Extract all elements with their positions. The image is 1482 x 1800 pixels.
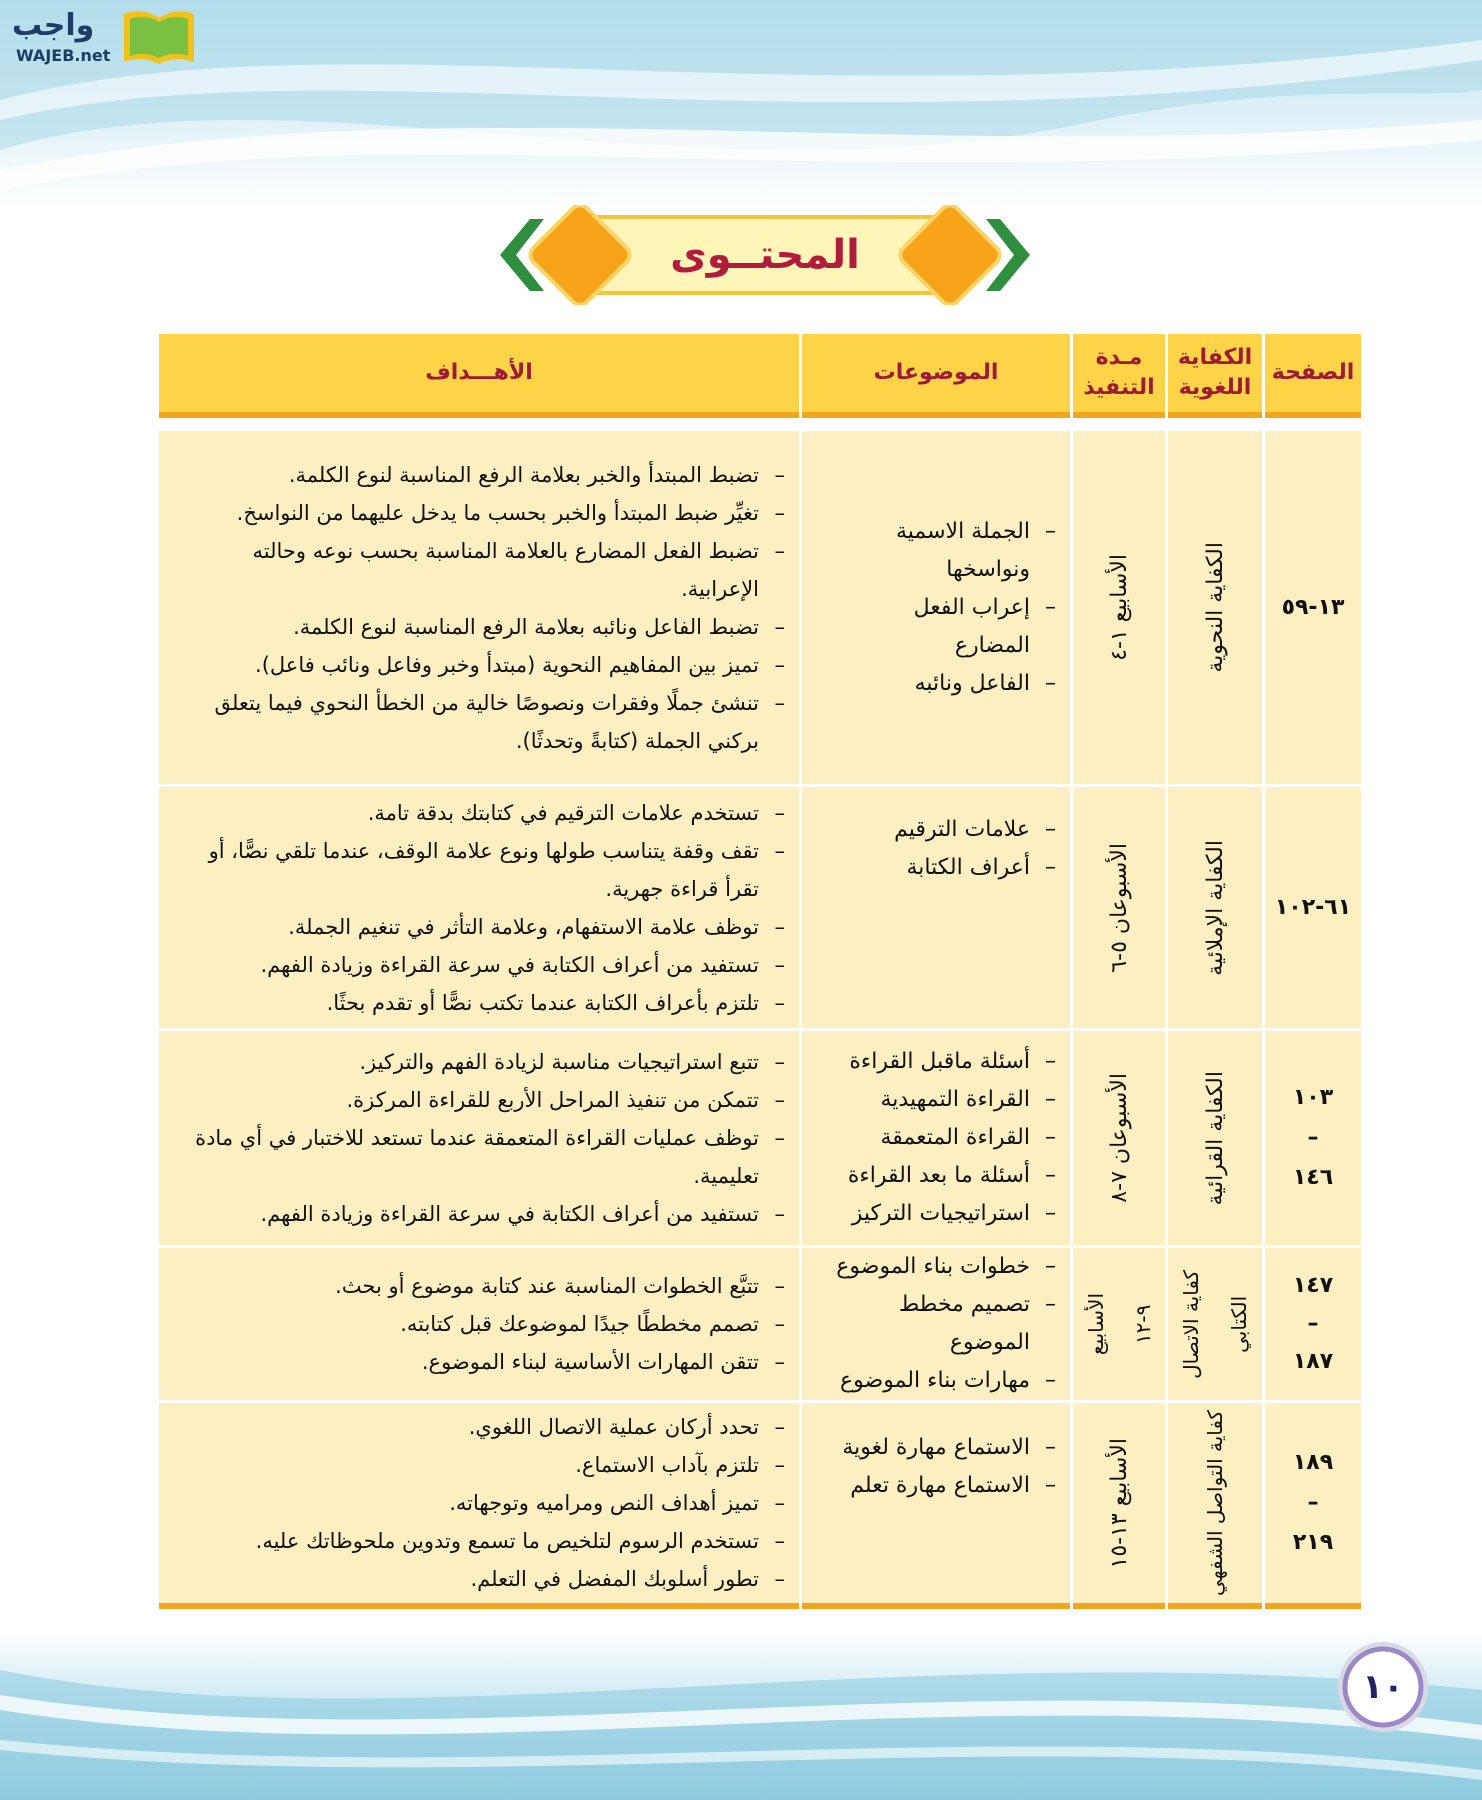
- topic-item: – أعراف الكتابة: [842, 849, 1056, 887]
- row-duration-line1: الأسابيع: [1083, 1292, 1108, 1356]
- row-competency-line1: كفاية الاتصال: [1179, 1269, 1203, 1379]
- topics-list: [802, 1429, 1070, 1505]
- row-competency: كفاية التواصل الشفهي: [1203, 1410, 1227, 1596]
- objective-item: – تستفيد من أعراف الكتابة في سرعة القراءة وزيادة الفهم.: [169, 1195, 785, 1233]
- topic-item: – تصميم مخطط الموضوع: [812, 1286, 1056, 1362]
- row-page-cell: [1265, 1031, 1361, 1248]
- header-topics: الموضوعات: [802, 334, 1070, 418]
- row-page-start: ١٨٩: [1292, 1450, 1334, 1475]
- row-topics-cell: [802, 1031, 1070, 1248]
- logo-name-ar: واجب: [12, 8, 95, 43]
- objectives-list: [159, 1043, 799, 1233]
- objective-item: – تستفيد من أعراف الكتابة في سرعة القراءة وزيادة الفهم.: [169, 946, 785, 984]
- row-page-separator: –: [1307, 1311, 1319, 1336]
- topic-item: – خطوات بناء الموضوع: [812, 1248, 1056, 1286]
- objective-item: – تميز بين المفاهيم النحوية (مبتدأ وخبر وفاعل ونائب فاعل).: [169, 646, 785, 684]
- row-competency-cell: [1168, 431, 1262, 787]
- row-objectives-cell: [159, 1031, 799, 1248]
- objective-item: – تطور أسلوبك المفضل في التعلم.: [169, 1560, 785, 1598]
- objective-item: – تضبط الفعل المضارع بالعلامة المناسبة بحسب نوعه وحالته الإعرابية.: [169, 532, 785, 608]
- row-objectives-cell: [159, 787, 799, 1031]
- bottom-wave-decoration: [0, 1630, 1482, 1800]
- table-row: [159, 1403, 1361, 1609]
- row-duration-cell: [1073, 787, 1165, 1031]
- topics-list: [802, 1248, 1070, 1400]
- table-row: [159, 1248, 1361, 1403]
- page-title: المحتــوى: [670, 232, 860, 278]
- objective-item: – تتبَّع الخطوات المناسبة عند كتابة موضوع أو بحث.: [169, 1267, 785, 1305]
- wajeb-logo: [12, 6, 192, 66]
- objective-item: – تحدد أركان عملية الاتصال اللغوي.: [169, 1408, 785, 1446]
- table-header-row: [159, 334, 1361, 418]
- row-page-cell: [1265, 1403, 1361, 1609]
- topics-list: [802, 1043, 1070, 1233]
- row-page-separator: –: [1307, 1125, 1319, 1150]
- topic-item: – مهارات بناء الموضوع: [812, 1362, 1056, 1400]
- header-objectives: الأهـــداف: [159, 334, 799, 418]
- row-duration: الأسابيع ١-٤: [1106, 554, 1132, 661]
- row-competency: الكفاية النحوية: [1202, 542, 1228, 673]
- table-row: [159, 787, 1361, 1031]
- objective-item: – تقف وقفة يتناسب طولها ونوع علامة الوقف، عندما تلقي نصًّا، أو تقرأ قراءة جهرية.: [169, 832, 785, 908]
- header-competency: الكفاية اللغوية: [1168, 334, 1262, 418]
- objective-item: – تميز أهداف النص ومراميه وتوجهاته.: [169, 1484, 785, 1522]
- row-topics-cell: [802, 787, 1070, 1031]
- objectives-list: [159, 456, 799, 760]
- objective-item: – توظف عمليات القراءة المتعمقة عندما تستعد للاختبار في أي مادة تعليمية.: [169, 1119, 785, 1195]
- row-duration-cell: [1073, 1031, 1165, 1248]
- topic-item: – الجملة الاسمية ونواسخها: [842, 513, 1056, 589]
- objective-item: – تستخدم الرسوم لتلخيص ما تسمع وتدوين ملحوظاتك عليه.: [169, 1522, 785, 1560]
- row-objectives-cell: [159, 431, 799, 787]
- topic-item: – القراءة المتعمقة: [812, 1119, 1056, 1157]
- topic-item: – الاستماع مهارة لغوية: [832, 1429, 1056, 1467]
- topic-item: – علامات الترقيم: [842, 811, 1056, 849]
- row-competency-cell: [1168, 1403, 1262, 1609]
- row-page-end: ٢١٩: [1292, 1530, 1334, 1555]
- row-objectives-cell: [159, 1403, 799, 1609]
- objective-item: – تستخدم علامات الترقيم في كتابتك بدقة تامة.: [169, 794, 785, 832]
- top-wave-decoration: [0, 0, 1482, 210]
- row-topics-cell: [802, 431, 1070, 787]
- row-objectives-cell: [159, 1248, 799, 1403]
- topic-item: – الاستماع مهارة تعلم: [832, 1467, 1056, 1505]
- row-competency-line2: الكتابي: [1227, 1295, 1251, 1353]
- objective-item: – تنشئ جملًا وفقرات ونصوصًا خالية من الخطأ النحوي فيما يتعلق بركني الجملة (كتابةً وتحدثًا).: [169, 684, 785, 760]
- row-competency: [1168, 1270, 1262, 1379]
- topics-list: [802, 513, 1070, 703]
- page-number: ١٠: [1362, 1667, 1404, 1707]
- row-page-end: ١٨٧: [1292, 1349, 1334, 1374]
- row-duration: [1073, 1293, 1165, 1355]
- row-topics-cell: [802, 1403, 1070, 1609]
- row-competency: الكفاية القرائية: [1202, 1070, 1228, 1206]
- row-page-start: ١٤٧: [1292, 1273, 1334, 1298]
- objective-item: – تتقن المهارات الأساسية لبناء الموضوع.: [169, 1343, 785, 1381]
- topics-list: [802, 811, 1070, 887]
- title-banner: [500, 205, 1030, 305]
- row-page-end: ١٤٦: [1292, 1165, 1334, 1190]
- row-duration-cell: [1073, 1403, 1165, 1609]
- topic-item: – الفاعل ونائبه: [842, 665, 1056, 703]
- topic-item: – استراتيجيات التركيز: [812, 1195, 1056, 1233]
- logo-name-en: WAJEB.net: [16, 46, 111, 65]
- objective-item: – تلتزم بآداب الاستماع.: [169, 1446, 785, 1484]
- objective-item: – تتبع استراتيجيات مناسبة لزيادة الفهم والتركيز.: [169, 1043, 785, 1081]
- row-duration-cell: [1073, 1248, 1165, 1403]
- topic-item: – أسئلة ما بعد القراءة: [812, 1157, 1056, 1195]
- row-page-start: ١٠٣: [1292, 1085, 1334, 1110]
- header-page: الصفحة: [1265, 334, 1361, 418]
- open-book-icon: [120, 6, 198, 66]
- row-page: ٦١-١٠٢: [1265, 787, 1361, 1031]
- row-duration-line2: ٩-١٢: [1130, 1304, 1155, 1344]
- topic-item: – إعراب الفعل المضارع: [842, 589, 1056, 665]
- objective-item: – تغيِّر ضبط المبتدأ والخبر بحسب ما يدخل عليهما من النواسخ.: [169, 494, 785, 532]
- objective-item: – توظف علامة الاستفهام، وعلامة التأثر في تنغيم الجملة.: [169, 908, 785, 946]
- objective-item: – تصمم مخططًا جيدًا لموضوعك قبل كتابته.: [169, 1305, 785, 1343]
- row-page-cell: [1265, 1248, 1361, 1403]
- row-duration: الأسبوعان ٥-٦: [1106, 842, 1132, 973]
- row-page-separator: –: [1307, 1490, 1319, 1515]
- table-row: [159, 1031, 1361, 1248]
- objectives-list: [159, 1408, 799, 1598]
- header-duration: مـدة التنفيذ: [1073, 334, 1165, 418]
- row-duration-cell: [1073, 431, 1165, 787]
- table-row: [159, 431, 1361, 787]
- row-competency-cell: [1168, 1031, 1262, 1248]
- objective-item: – تلتزم بأعراف الكتابة عندما تكتب نصًّا أو تقدم بحثًا.: [169, 984, 785, 1022]
- objective-item: – تضبط الفاعل ونائبه بعلامة الرفع المناسبة لنوع الكلمة.: [169, 608, 785, 646]
- row-competency-cell: [1168, 787, 1262, 1031]
- content-table: [156, 334, 1364, 1609]
- row-duration: الأسابيع ١٣-١٥: [1106, 1437, 1132, 1569]
- topic-item: – أسئلة ماقبل القراءة: [812, 1043, 1056, 1081]
- objective-item: – تضبط المبتدأ والخبر بعلامة الرفع المناسبة لنوع الكلمة.: [169, 456, 785, 494]
- page-number-badge: [1336, 1640, 1430, 1734]
- objectives-list: [159, 794, 799, 1022]
- row-duration: الأسبوعان ٧-٨: [1106, 1073, 1132, 1203]
- row-competency: الكفاية الإملائية: [1202, 839, 1228, 976]
- row-competency-cell: [1168, 1248, 1262, 1403]
- objective-item: – تتمكن من تنفيذ المراحل الأربع للقراءة المركزة.: [169, 1081, 785, 1119]
- row-page: ١٣-٥٩: [1265, 431, 1361, 787]
- row-topics-cell: [802, 1248, 1070, 1403]
- topic-item: – القراءة التمهيدية: [812, 1081, 1056, 1119]
- objectives-list: [159, 1267, 799, 1381]
